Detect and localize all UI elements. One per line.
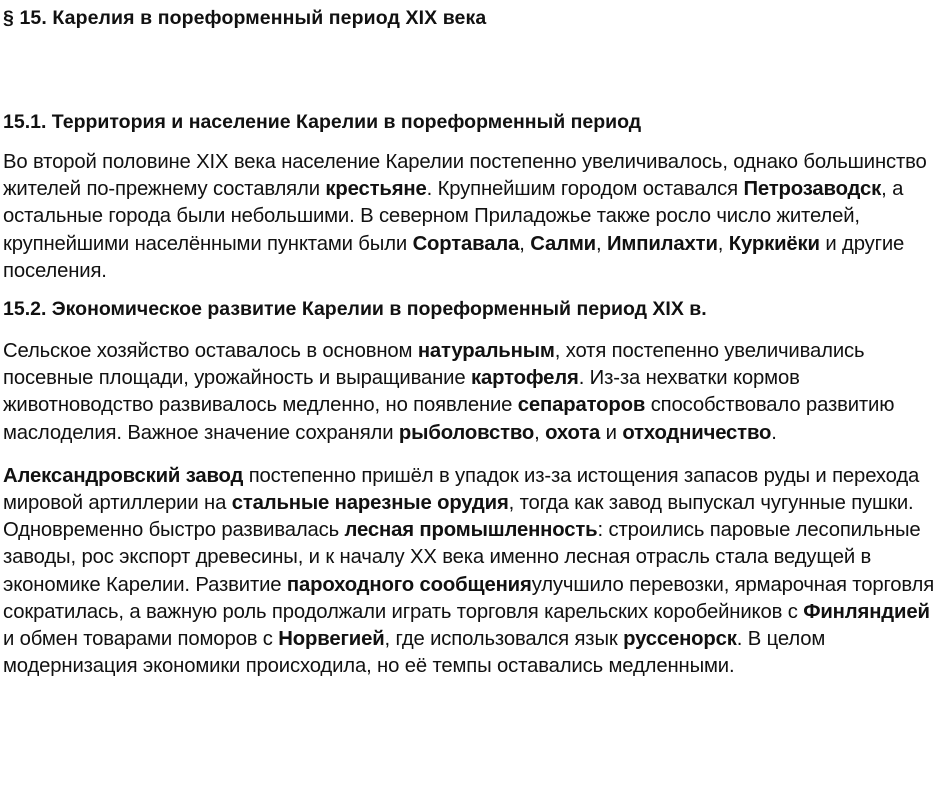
text-span: и	[600, 421, 623, 444]
text-span: постепенно пришёл в упадок из-за истощения запасов руды и перехода мировой артиллерии на	[3, 464, 920, 515]
section-heading-territory: 15.1. Территория и население Карелии в пореформенный период	[3, 111, 642, 133]
bold-term: Александровский завод	[3, 464, 244, 487]
bold-term: Куркиёки	[728, 232, 820, 255]
text-span: , а остальные города были небольшими. В северном Приладожье также росло число жителей, крупнейшими населёнными пунктами были	[3, 178, 904, 255]
text-span: , тогда как завод выпускал чугунные пушки. Одновременно быстро развивалась	[3, 492, 914, 542]
text-span: Сельское хозяйство оставалось в основном	[3, 340, 418, 363]
text-span: . В целом модернизация экономики происходила, но её темпы оставались медленными.	[3, 628, 826, 678]
paragraph-industry	[3, 463, 941, 681]
text-span: Во второй половине XIX века население Карелии постепенно увеличивалось, однако большинство жителей по-прежнему составляли	[3, 151, 927, 201]
bold-term: натуральным	[417, 340, 555, 363]
text-span: и другие поселения.	[3, 232, 905, 282]
bold-term: сепараторов	[517, 394, 646, 417]
text-span: .	[771, 421, 777, 444]
bold-term: пароходного сообщения	[286, 573, 532, 596]
text-span: ,	[519, 232, 531, 255]
bold-term: стальные нарезные орудия	[231, 492, 509, 515]
bold-term: картофеля	[470, 367, 579, 390]
bold-term: руссенорск	[623, 628, 737, 651]
text-span: ,	[717, 232, 729, 255]
bold-term: Импилахти	[606, 232, 718, 255]
bold-term: Петрозаводск	[743, 178, 882, 201]
bold-term: крестьяне	[325, 178, 427, 201]
text-span: , хотя постепенно увеличивались посевные площади, урожайность и выращивание	[3, 340, 865, 390]
bold-term: охота	[545, 421, 601, 444]
paragraph-population	[3, 149, 941, 285]
bold-term: Сортавала	[412, 232, 520, 255]
text-span: : строились паровые лесопильные заводы, рос экспорт древесины, и к началу XX века именно лесная отрасль стала ведущей в экономике Карелии. Развитие	[3, 519, 921, 596]
text-span: . Из-за нехватки кормов животноводство развивалось медленно, но появление	[3, 367, 800, 417]
bold-term: Финляндией	[803, 600, 930, 623]
paragraph-agriculture	[3, 338, 941, 447]
text-span: ,	[534, 421, 546, 444]
bold-term: Салми	[530, 232, 596, 255]
text-span: способствовало развитию маслоделия. Важное значение сохраняли	[3, 394, 895, 444]
bold-term: отходничество	[622, 421, 772, 444]
text-span: и обмен товарами поморов с	[3, 628, 279, 651]
bold-term: лесная промышленность	[344, 519, 598, 542]
text-span: , где использовался язык	[384, 628, 624, 651]
section-heading-economy: 15.2. Экономическое развитие Карелии в пореформенный период XIX в.	[3, 298, 707, 321]
text-span: . Крупнейшим городом оставался	[426, 178, 744, 201]
bold-term: рыболовство	[398, 421, 535, 444]
text-span: ,	[596, 232, 607, 255]
text-span: улучшило перевозки, ярмарочная торговля сократилась, а важную роль продолжали играть торговля карельских коробейников с	[3, 573, 935, 623]
bold-term: Норвегией	[278, 628, 385, 651]
page-title: § 15. Карелия в пореформенный период XIX века	[3, 7, 487, 29]
